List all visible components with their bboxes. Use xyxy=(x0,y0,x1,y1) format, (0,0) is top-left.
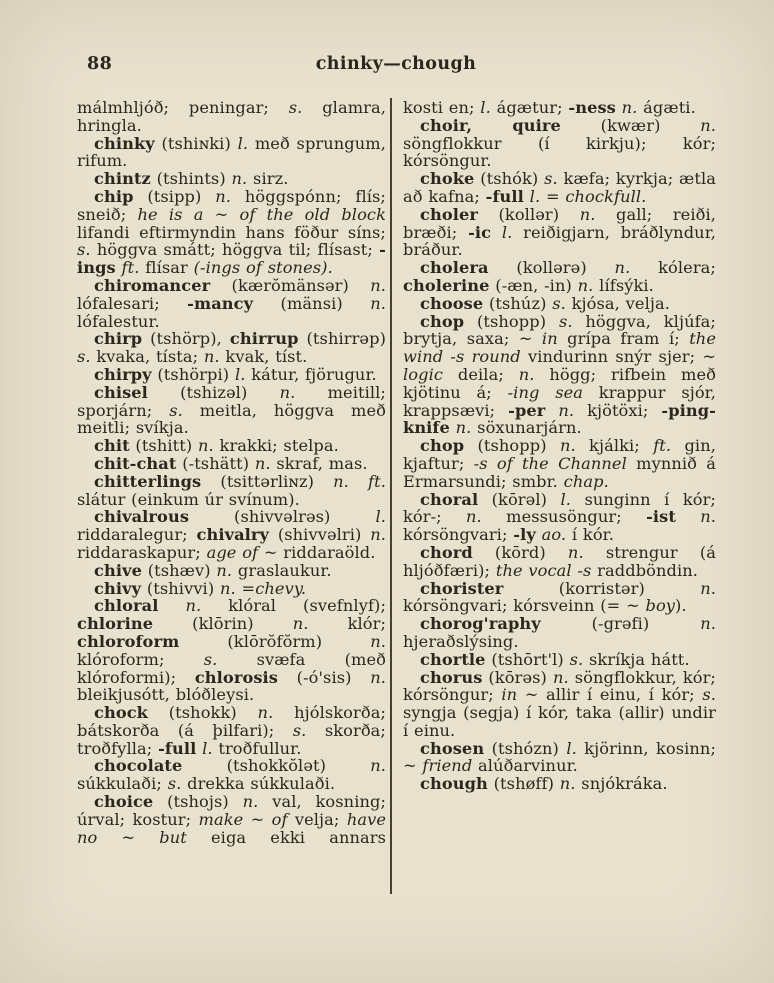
text-run: (tshopp) xyxy=(464,311,559,331)
guide-words: chinky—chough xyxy=(315,54,477,74)
italic-run: l. xyxy=(237,133,249,153)
text-run: kórsöngvari; xyxy=(403,525,514,545)
text-run: reiðigjarn, bráðlyndur, bráður. xyxy=(403,222,716,260)
text-run: kjósa, velja. xyxy=(565,293,670,313)
italic-run: chockfull. xyxy=(565,186,647,206)
headword: chock xyxy=(94,703,148,723)
text-run: málmhljóð; peningar; xyxy=(77,98,289,117)
text-run: (kollər) xyxy=(478,204,580,224)
italic-run: l. xyxy=(234,364,246,384)
italic-run: chevy. xyxy=(255,578,307,598)
page-header xyxy=(77,54,715,78)
text-run: hjeraðslýsing. xyxy=(403,631,519,651)
text-run: alúðarvinur. xyxy=(472,756,578,776)
italic-run: n. xyxy=(370,525,386,545)
text-run: (klōrin) xyxy=(153,614,293,634)
headword: -ings xyxy=(77,240,386,278)
italic-run: s. xyxy=(167,774,182,794)
italic-run: n. xyxy=(292,614,309,634)
italic-run: ~ in xyxy=(518,329,558,349)
italic-run: he is a ~ of the old block xyxy=(137,204,386,224)
text-run: (tshokkŏlət) xyxy=(182,756,371,776)
italic-run: l. xyxy=(529,186,541,206)
italic-run: l. xyxy=(560,489,571,509)
headword: choler xyxy=(420,204,478,224)
text-run: kjálki; xyxy=(575,436,654,456)
text-run: troðfullur. xyxy=(212,738,302,758)
text-run: lófalestur. xyxy=(77,311,160,331)
text-run: ágæti. xyxy=(637,98,696,117)
text-run: mynnið á Ermarsundi; smbr. xyxy=(403,453,716,491)
text-run: meitla, höggva með meitli; svíkja. xyxy=(77,400,386,438)
headword: chirrup xyxy=(229,329,299,349)
italic-run: n. xyxy=(700,507,717,527)
italic-run: n. xyxy=(370,667,386,687)
headword: cholerine xyxy=(403,275,490,295)
italic-run: n. xyxy=(370,756,386,776)
headword: chocolate xyxy=(94,756,183,776)
italic-run: n. xyxy=(198,436,214,456)
dictionary-entry xyxy=(77,277,386,330)
italic-run: n. xyxy=(579,204,596,224)
dictionary-entry xyxy=(403,580,716,616)
text-run: kjörinn, kosinn; xyxy=(576,738,716,758)
headword: chit xyxy=(94,436,130,456)
headword: chloroform xyxy=(77,631,180,651)
headword: chirp xyxy=(94,329,143,349)
italic-run: s. xyxy=(552,293,566,313)
headword: -ly xyxy=(513,525,536,545)
text-run: ágætur; xyxy=(490,98,569,117)
page-number: 88 xyxy=(87,54,113,74)
text-run: söxunarjárn. xyxy=(471,418,582,438)
text-run: krappur sjór, krappsævi; xyxy=(403,382,716,420)
italic-run: ao. xyxy=(541,525,567,545)
italic-run: n. xyxy=(455,418,472,438)
text-run: (-tshätt) xyxy=(176,453,255,473)
text-run: (tshæv) xyxy=(141,560,217,580)
dictionary-entry xyxy=(77,170,386,188)
italic-run: s. xyxy=(702,685,716,705)
italic-run: n. ft. xyxy=(333,471,386,491)
text-run: strengur (á hljóðfæri); xyxy=(403,542,716,580)
dictionary-entry xyxy=(403,295,716,313)
headword: chortle xyxy=(420,649,486,669)
headword: choke xyxy=(420,169,475,189)
italic-run: l. xyxy=(202,738,213,758)
italic-run: l. xyxy=(480,98,491,117)
text-run: klóral (svefnlyf); xyxy=(201,596,387,616)
headword: -ist xyxy=(646,507,676,527)
italic-run: s. xyxy=(569,649,584,669)
dictionary-entry xyxy=(77,793,386,846)
headword: -ping-knife xyxy=(403,400,716,438)
italic-run: the wind -s round xyxy=(403,329,717,367)
dictionary-entry xyxy=(403,740,716,776)
headword: -per xyxy=(508,400,546,420)
italic-run: n. xyxy=(700,614,716,634)
dictionary-entry xyxy=(403,615,716,651)
text-run: messusöngur; xyxy=(481,507,647,527)
text-run: (shivvəlrəs) xyxy=(189,507,376,527)
text-run: deila; xyxy=(443,364,519,384)
text-run: súkkulaði; xyxy=(77,774,168,794)
italic-run: n. xyxy=(216,560,233,580)
text-run: sirz. xyxy=(247,169,289,189)
text-run: (kōrd) xyxy=(472,542,568,562)
text-run: klór; xyxy=(308,614,386,634)
italic-run: l. xyxy=(501,222,513,242)
dictionary-entry xyxy=(403,99,716,117)
dictionary-entry xyxy=(77,580,386,598)
dictionary-entry xyxy=(77,437,386,455)
text-run: (kollərə) xyxy=(488,258,615,278)
dictionary-entry xyxy=(77,597,386,704)
text-run: meitill; sporjárn; xyxy=(77,382,386,420)
italic-run: n. xyxy=(203,347,220,367)
headword: chip xyxy=(94,186,134,206)
dictionary-entry xyxy=(77,330,386,366)
text-run: = xyxy=(235,578,256,598)
text-run: (tsipp) xyxy=(133,186,216,206)
text-run: kæfa; kyrkja; ætla að kafna; xyxy=(403,169,716,206)
text-run: svæfa (með klóroformi); xyxy=(77,649,386,687)
italic-run: s. xyxy=(292,720,307,740)
column-divider-rule xyxy=(390,98,392,894)
text-run: (kwær) xyxy=(560,115,701,135)
italic-run: n. xyxy=(215,186,232,206)
text-run: gall; reiði, bræði; xyxy=(403,204,716,242)
dictionary-entry xyxy=(77,704,386,757)
text-run: (tshints) xyxy=(150,169,232,189)
text-run: (tshók) xyxy=(474,169,545,189)
text-run: lífsýki. xyxy=(593,275,654,295)
text-run: (tshörpi) xyxy=(151,364,235,384)
text-run: (shivvəlri) xyxy=(269,525,371,545)
text-run: (tshózn) xyxy=(484,738,567,758)
text-run: (tshivvi) xyxy=(141,578,220,598)
italic-run: ~ boy xyxy=(626,596,676,616)
italic-run: n. xyxy=(242,792,259,812)
text-run: hjólskorða; bátskorða (á þilfari); xyxy=(77,703,386,740)
italic-run: n. xyxy=(577,275,594,295)
italic-run: s. xyxy=(77,347,91,367)
text-run: flísar xyxy=(139,258,194,278)
text-run: skorða; troðfylla; xyxy=(77,720,386,758)
text-run: kvaka, tísta; xyxy=(90,347,204,367)
text-run xyxy=(676,507,700,526)
dictionary-entry xyxy=(403,259,716,295)
italic-run: -s of the Channel xyxy=(473,453,627,473)
italic-run: s. xyxy=(558,311,573,331)
headword: chiromancer xyxy=(94,275,211,295)
dictionary-entry xyxy=(77,135,386,171)
headword: choose xyxy=(420,293,484,313)
dictionary-entry xyxy=(403,437,716,490)
text-run: (kōrəl) xyxy=(478,489,561,509)
headword: chord xyxy=(420,542,473,562)
dictionary-entry xyxy=(403,651,716,669)
dictionary-entry xyxy=(77,508,386,561)
italic-run: have no ~ but xyxy=(77,809,387,847)
text-run: klóroform; xyxy=(77,649,204,669)
text-run: slátur (einkum úr svínum). xyxy=(77,489,300,509)
text-run: syngja (segja) í kór, taka (allir) undir í einu. xyxy=(403,703,716,740)
italic-run: chap. xyxy=(563,471,609,491)
italic-run: n. xyxy=(552,667,569,687)
dictionary-entry xyxy=(77,757,386,793)
italic-run: -ing sea xyxy=(507,382,584,402)
text-run: (klōrŏfŏrm) xyxy=(179,631,371,651)
dictionary-entry xyxy=(403,117,716,170)
dictionary-entry xyxy=(77,384,386,437)
text-run: kórsöngvari; kórsveinn (= xyxy=(403,596,627,616)
text-run: (tshizəl) xyxy=(147,382,280,402)
italic-run: n. xyxy=(220,578,236,598)
text-run: val, kosning; úrval; kostur; xyxy=(77,792,387,829)
italic-run: make ~ of xyxy=(198,809,288,829)
headword: chisel xyxy=(94,382,148,402)
headword: -ness xyxy=(568,98,616,117)
italic-run: n. xyxy=(466,507,482,527)
headword: chivalrous xyxy=(94,507,190,527)
italic-run: ft. xyxy=(121,258,140,278)
text-run: gin, kjaftur; xyxy=(403,436,716,473)
text-run: eiga ekki annars xyxy=(186,827,386,847)
headword: choral xyxy=(420,489,479,509)
italic-run: n. xyxy=(370,275,386,295)
text-run: (kærŏmänsər) xyxy=(210,275,371,295)
text-run: söngflokkur, kór; kórsöngur; xyxy=(403,667,716,705)
text-run: með sprungum, rifum. xyxy=(77,133,386,171)
headword: chirpy xyxy=(94,364,152,384)
italic-run: n. xyxy=(257,703,274,723)
headword: chit-chat xyxy=(94,453,177,473)
italic-run: n. xyxy=(370,631,386,651)
text-run: allir í einu, í kór; xyxy=(538,685,703,705)
text-run: riddaraöld. xyxy=(277,542,376,562)
text-run: skraf, mas. xyxy=(270,453,368,473)
text-run: velja; xyxy=(287,809,347,829)
text-run: (tshúz) xyxy=(483,293,553,313)
headword: -mancy xyxy=(187,293,254,313)
text-run: (tshirrəp) xyxy=(298,329,386,349)
text-run: (tshitt) xyxy=(129,436,199,456)
dictionary-entry xyxy=(403,669,716,740)
italic-run: n. xyxy=(621,98,638,117)
text-run: skríkja hátt. xyxy=(583,649,690,669)
text-run: höggspónn; flís; sneið; xyxy=(77,186,386,224)
headword: chivy xyxy=(94,578,142,598)
headword: chintz xyxy=(94,169,151,189)
dictionary-entry xyxy=(403,170,716,206)
italic-run: n. xyxy=(567,542,584,562)
dictionary-entry xyxy=(403,775,716,793)
italic-run: n. xyxy=(700,578,716,598)
headword: chorog'raphy xyxy=(420,614,541,634)
text-run: (-grəfi) xyxy=(540,614,701,634)
italic-run: in ~ xyxy=(501,685,539,705)
headword: choir, quire xyxy=(420,115,561,135)
italic-run: n. xyxy=(231,169,248,189)
italic-run: n. xyxy=(559,774,576,794)
italic-run: n. xyxy=(254,453,271,473)
text-run: (tshōrt'l) xyxy=(485,649,570,669)
text-run xyxy=(545,401,558,420)
italic-run: the vocal -s xyxy=(495,560,592,580)
italic-run: s. xyxy=(169,400,183,420)
text-run xyxy=(158,596,185,615)
text-run: riddaralegur; xyxy=(77,525,197,545)
text-run: kosti en; xyxy=(403,98,481,117)
text-run: glamra, hringla. xyxy=(77,98,386,135)
italic-run: n. xyxy=(185,596,202,616)
dictionary-entry xyxy=(77,188,386,277)
dictionary-entry xyxy=(77,473,386,509)
italic-run: (-ings of stones). xyxy=(193,258,333,278)
headword: chorus xyxy=(420,667,483,687)
dictionary-entry xyxy=(77,99,386,135)
headword: -ic xyxy=(468,222,492,242)
text-run: höggva, kljúfa; brytja, saxa; xyxy=(403,311,716,349)
text-run: högg; rifbein með kjötinu á; xyxy=(403,364,716,402)
text-run: graslaukur. xyxy=(232,560,332,580)
italic-run: s. xyxy=(203,649,218,669)
italic-run: age of ~ xyxy=(206,542,278,562)
headword: -full xyxy=(158,738,197,758)
text-run: söngflokkur (í kirkju); kór; kórsöngur. xyxy=(403,133,716,171)
headword: chorister xyxy=(420,578,504,598)
headword: chive xyxy=(94,560,142,580)
italic-run: n. xyxy=(700,115,716,135)
dictionary-entry xyxy=(403,313,716,438)
text-run: raddböndin. xyxy=(591,560,699,580)
italic-run: n. xyxy=(558,400,575,420)
text-run: höggva smátt; höggva til; flísast; xyxy=(90,240,380,260)
text-run: kólera; xyxy=(630,258,716,278)
text-run: sunginn í kór; kór-; xyxy=(403,489,716,527)
text-run: krakki; stelpa. xyxy=(213,436,339,456)
text-run: (mänsi) xyxy=(253,293,371,313)
italic-run: l. xyxy=(566,738,577,758)
text-run: kátur, fjörugur. xyxy=(245,364,377,384)
text-run xyxy=(491,223,502,242)
italic-run: s. xyxy=(544,169,558,189)
italic-run: ~ logic xyxy=(403,347,716,384)
italic-run: s. xyxy=(288,98,303,117)
text-run: = xyxy=(540,186,566,206)
headword: chlorosis xyxy=(194,667,279,687)
text-run: kjötöxi; xyxy=(574,400,662,420)
headword: chop xyxy=(420,311,465,331)
italic-run: n. xyxy=(279,382,296,402)
text-run: (tshopp) xyxy=(464,436,560,456)
text-run: (kōrəs) xyxy=(482,667,553,687)
text-run: bleikjusótt, blóðleysi. xyxy=(77,685,255,705)
text-run: drekka súkkulaði. xyxy=(181,774,336,794)
headword: chough xyxy=(420,774,488,794)
right-column xyxy=(403,99,716,793)
italic-run: l. xyxy=(375,507,386,527)
italic-run: n. xyxy=(370,293,386,313)
text-run: riddaraskapur; xyxy=(77,542,207,562)
text-run: (-æn, -in) xyxy=(489,275,578,295)
text-run: snjókráka. xyxy=(575,774,668,794)
text-run: (tshörp), xyxy=(142,329,230,349)
headword: -full xyxy=(485,186,524,206)
headword: chivalry xyxy=(196,525,270,545)
dictionary-entry xyxy=(77,366,386,384)
headword: chosen xyxy=(420,738,485,758)
text-run: (tshiɴki) xyxy=(154,133,238,153)
text-run: lifandi eftirmyndin hans föður síns; xyxy=(77,222,386,242)
dictionary-entry xyxy=(77,562,386,580)
dictionary-entry xyxy=(77,455,386,473)
text-run: (tshojs) xyxy=(153,792,243,812)
headword: choice xyxy=(94,792,154,812)
text-run: lófalesari; xyxy=(77,293,188,313)
headword: chop xyxy=(420,436,465,456)
text-run: (tsittərliɴz) xyxy=(201,471,334,491)
headword: chinky xyxy=(94,133,155,153)
text-run: (tshokk) xyxy=(148,703,258,723)
dictionary-entry xyxy=(403,544,716,580)
text-run: í kór. xyxy=(566,525,614,545)
headword: chitterlings xyxy=(94,471,202,491)
text-run: grípa fram í; xyxy=(557,329,690,349)
text-run: (korristər) xyxy=(503,578,701,598)
headword: chloral xyxy=(94,596,159,616)
italic-run: n. xyxy=(559,436,576,456)
dictionary-entry xyxy=(403,206,716,259)
italic-run: ft. xyxy=(653,436,672,456)
text-run: (-ó'sis) xyxy=(278,667,371,687)
dictionary-entry xyxy=(403,491,716,544)
left-column xyxy=(77,99,386,846)
text-run: (tshøff) xyxy=(487,774,560,794)
italic-run: ~ friend xyxy=(403,756,473,776)
text-run: ). xyxy=(675,596,687,616)
text-run: vindurinn snýr sjer; xyxy=(520,347,703,367)
italic-run: n. xyxy=(614,258,631,278)
headword: cholera xyxy=(420,258,489,278)
text-run: kvak, tíst. xyxy=(219,347,308,367)
italic-run: s. xyxy=(77,240,91,260)
headword: chlorine xyxy=(77,614,154,634)
italic-run: n. xyxy=(518,364,535,384)
